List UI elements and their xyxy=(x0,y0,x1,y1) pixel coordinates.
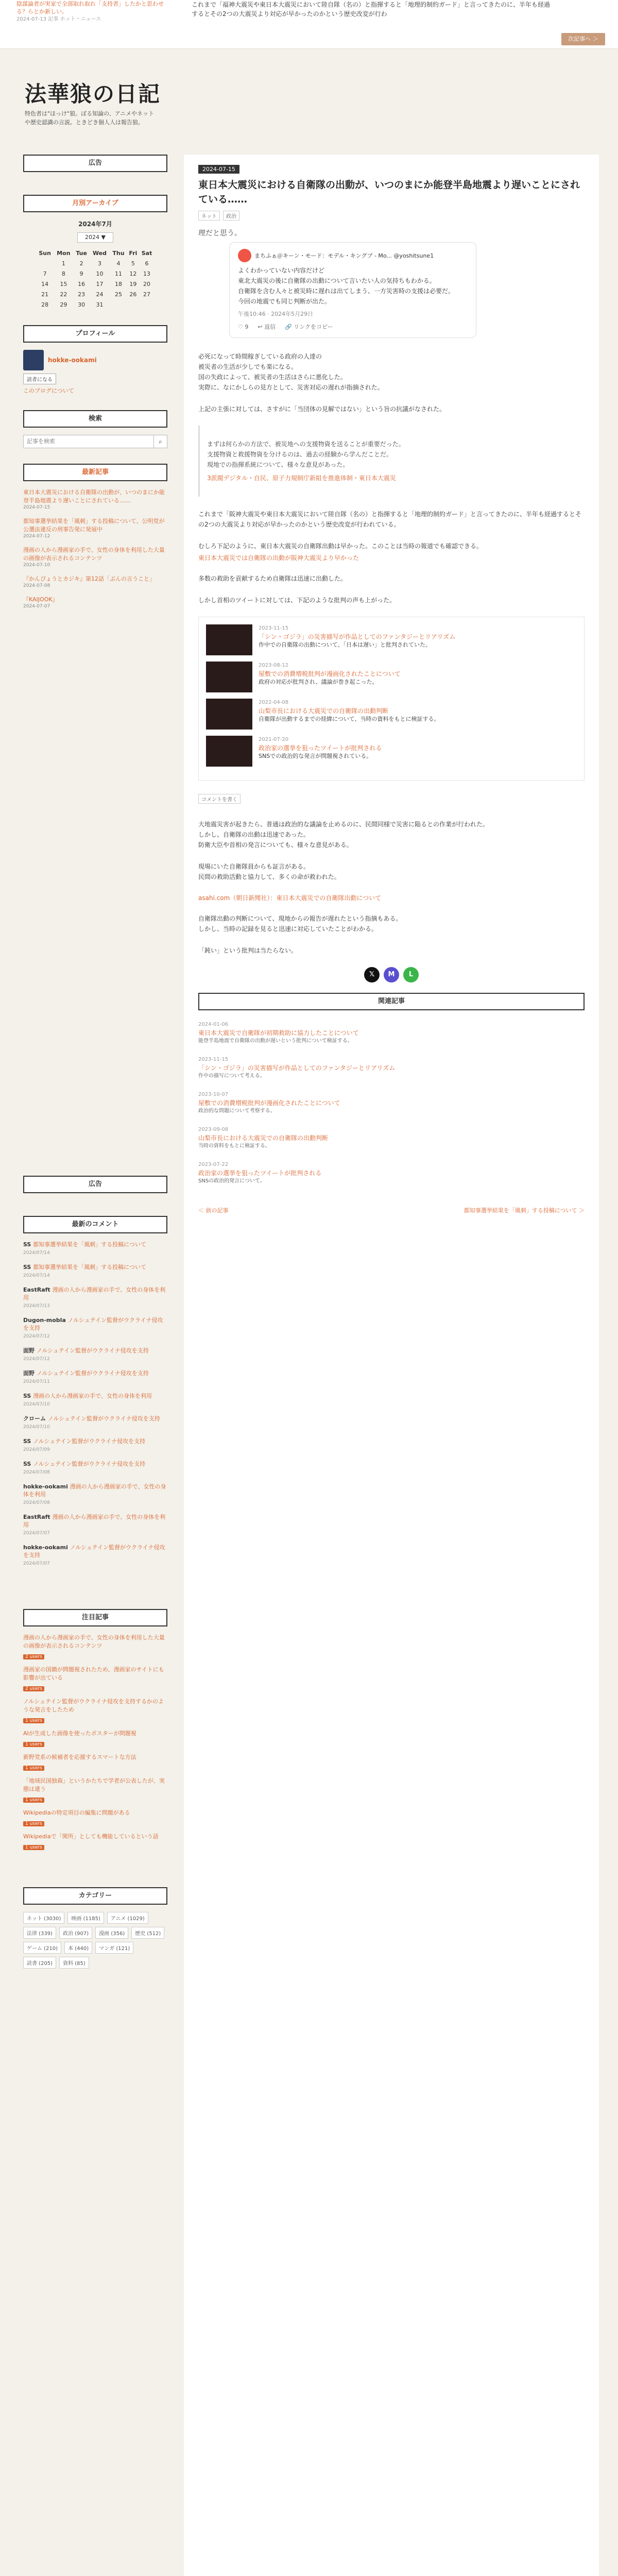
comment-item xyxy=(23,1316,167,1341)
share-mastodon-icon[interactable]: M xyxy=(384,967,399,982)
pager-next-link[interactable]: 都知事選挙結果を「風刺」する投稿について ＞ xyxy=(464,1207,585,1214)
calendar-day[interactable]: 17 xyxy=(96,280,104,287)
comment-item xyxy=(23,1415,167,1431)
related-title-link[interactable]: 東日本大震災で自衛隊が初期救助に協力したことについて xyxy=(198,1029,359,1037)
card-title[interactable]: 屋敷での消費増税批判が漫画化されたことについて xyxy=(259,670,401,677)
calendar-weekday: Wed xyxy=(92,249,107,257)
related-item xyxy=(198,1056,585,1080)
calendar-week xyxy=(36,268,154,279)
tweet-action[interactable]: ♡ 9 xyxy=(238,324,249,330)
comment-post-link[interactable]: ノルシュテイン監督がウクライナ侵攻を支持 xyxy=(36,1347,149,1354)
attention-list xyxy=(23,1634,167,1856)
calendar-day[interactable]: 28 xyxy=(41,301,49,308)
ad-slot xyxy=(23,179,167,195)
quote-source-link[interactable]: 3派閥デジタル・自民、原子力規制庁新組を推進体制・東日本大震災 xyxy=(207,474,396,482)
article-tag[interactable]: ネット xyxy=(198,211,220,221)
pager-prev-link[interactable]: ＜ 前の記事 xyxy=(198,1207,229,1214)
bookmark-count-badge[interactable]: 1 users xyxy=(23,1798,44,1803)
comment-date: 2024/07/09 xyxy=(23,1447,50,1452)
attention-post-link[interactable]: ノルシュテイン監督がウクライナ侵攻を支持するかのような発言をしたため xyxy=(23,1698,164,1713)
calendar-day[interactable]: 11 xyxy=(114,270,122,277)
category-link[interactable]: ゲーム (210) xyxy=(23,1942,61,1954)
comments-list xyxy=(23,1241,167,1568)
calendar-day xyxy=(110,299,127,310)
comment-item xyxy=(23,1460,167,1477)
attention-post-link[interactable]: 漫画の人から漫画家の手で、女性の身体を利用した大量の画像が表示されるコンテンツ xyxy=(23,1634,165,1649)
next-post-button[interactable]: 次記事へ ＞ xyxy=(561,33,605,45)
comment-item xyxy=(23,1392,167,1409)
card-excerpt: SNSでの政治的な発言が問題視されている。 xyxy=(259,753,372,759)
attention-post-link[interactable]: AIが生成した画像を使ったポスターが問題視 xyxy=(23,1730,136,1737)
card-thumbnail[interactable] xyxy=(206,662,252,692)
recent-post-link[interactable]: 東日本大震災における自衛隊の出動が、いつのまにか能登半島地震より遅いことにされている…… xyxy=(23,489,165,504)
comment-user[interactable]: SS xyxy=(23,1461,33,1467)
calendar-day[interactable]: 29 xyxy=(60,301,67,308)
paragraph: 自衛隊出動の判断について、現地からの報告が遅れたという指摘もある。 しかし、当時の記録を見ると迅速に対応していたことがわかる。 xyxy=(198,915,402,933)
calendar-day[interactable]: 26 xyxy=(129,291,137,298)
comment-date: 2024/07/11 xyxy=(23,1379,50,1384)
recent-post-link[interactable]: 都知事選挙結果を「風刺」する投稿について、公明党が公選法違反の刑事告発に発展中 xyxy=(23,518,165,533)
share-line-icon[interactable]: L xyxy=(403,967,419,982)
comment-user[interactable]: 面野 xyxy=(23,1370,37,1377)
comment-user[interactable]: SS xyxy=(23,1241,33,1248)
blockquote xyxy=(198,426,585,497)
embedded-tweet[interactable] xyxy=(229,242,476,338)
comment-post-link[interactable]: 都知事選挙結果を「風刺」する投稿について xyxy=(33,1264,146,1270)
card-text xyxy=(259,662,401,692)
category-link[interactable]: 読書 (205) xyxy=(23,1957,56,1969)
comment-item xyxy=(23,1286,167,1310)
calendar-day[interactable]: 10 xyxy=(96,270,104,277)
profile-name[interactable]: hokke-ookami xyxy=(48,357,97,364)
bookmark-count-badge[interactable]: 1 users xyxy=(23,1821,44,1826)
site-description: 特色者は"ほっけ"狼。ぼる知論の、アニメやネットや歴史認識の言説。ときどき個人人は報告狼。 xyxy=(25,110,154,126)
related-title-link[interactable]: 山梨市長における大震災での自衛隊の出動判断 xyxy=(198,1134,329,1142)
calendar-week xyxy=(36,279,154,289)
calendar-day xyxy=(127,299,139,310)
bookmark-count-badge[interactable]: 1 users xyxy=(23,1742,44,1747)
related-excerpt: 能登半島地震で自衛隊の出動が遅いという批判について検証する。 xyxy=(198,1038,353,1044)
calendar-day[interactable]: 13 xyxy=(143,270,151,277)
bookmark-count-badge[interactable]: 1 users xyxy=(23,1718,44,1723)
paragraph: 大地震災害が起きたら、普通は政治的な議論を止めるのに、民間同様で災害に陥るとの作業が行われた。 しかし、自衛隊の出動は迅速であった。 防衛大臣や首相の発言についても、様々な意見がある。 xyxy=(198,821,489,849)
recent-post-meta: 2024-07-15 xyxy=(23,505,50,510)
calendar-week xyxy=(36,299,154,310)
calendar-month-label: 2024年7月 xyxy=(78,221,112,228)
category-link[interactable]: マンガ (121) xyxy=(95,1942,133,1954)
profile xyxy=(23,350,167,370)
comment-item xyxy=(23,1263,167,1280)
calendar-day[interactable]: 27 xyxy=(143,291,151,298)
comment-user[interactable]: EastRaft xyxy=(23,1286,53,1293)
calendar-weekday: Sun xyxy=(39,249,51,257)
card-date: 2022-04-08 xyxy=(259,700,289,705)
related-item xyxy=(198,1091,585,1115)
calendar-day[interactable]: 22 xyxy=(60,291,67,298)
category-link[interactable]: アニメ (1029) xyxy=(107,1912,148,1924)
recent-post-link[interactable]: 『KAIJOOK』 xyxy=(23,596,58,603)
attention-post-link[interactable]: 漫画家の国籍が問題視されたため、漫画家のサイトにも影響が出ている xyxy=(23,1666,164,1681)
card-title[interactable]: 「シン・ゴジラ」の災害描写が作品としてのファンタジーとリアリズム xyxy=(259,633,456,640)
card-text xyxy=(259,736,382,767)
comment-date: 2024/07/14 xyxy=(23,1250,50,1256)
top-navigation-bar xyxy=(0,0,618,49)
tweet-time[interactable]: 午後10:46 · 2024年5月29日 xyxy=(238,311,314,317)
pager xyxy=(198,1206,585,1214)
calendar-day[interactable]: 4 xyxy=(116,260,121,267)
comment-post-link[interactable]: ノルシュテイン監督がウクライナ侵攻を支持 xyxy=(23,1317,163,1331)
related-date: 2023-07-22 xyxy=(198,1162,229,1167)
related-excerpt: 当時の資料をもとに検証する。 xyxy=(198,1143,270,1149)
comment-user[interactable]: SS xyxy=(23,1264,33,1270)
comment-post-link[interactable]: 都知事選挙結果を「風刺」する投稿について xyxy=(33,1241,146,1248)
category-widget-title: カテゴリー xyxy=(23,1887,167,1905)
related-date: 2024-01-06 xyxy=(198,1022,229,1027)
comment-date: 2024/07/13 xyxy=(23,1303,50,1309)
comment-date: 2024/07/07 xyxy=(23,1531,50,1536)
comment-item xyxy=(23,1483,167,1507)
related-excerpt: SNSの政治的発言について。 xyxy=(198,1178,265,1184)
comment-post-link[interactable]: 漫画の人から漫画家の手で、女性の身体を利用 xyxy=(23,1514,166,1528)
card-excerpt: 作中での自衛隊の出動について、「日本は遅い」と批判されていた。 xyxy=(259,641,432,648)
calendar-day xyxy=(36,258,54,268)
related-excerpt: 政治的な問題について考察する。 xyxy=(198,1108,276,1114)
calendar-day[interactable]: 3 xyxy=(98,260,101,267)
previous-post-teaser[interactable] xyxy=(16,0,171,23)
recent-posts-list xyxy=(23,488,167,609)
paragraph: しかし首相のツイートに対しては、下記のような批判の声も上がった。 xyxy=(198,597,396,604)
embedded-card[interactable] xyxy=(206,662,577,692)
tweet-body: よくわかっていない内容だけど 東北大震災の後に自衛隊の出動について言いたい人の気持ちもわかる。 自衛隊を含む人々と被災時に遅れは出てしまう、一方災害時の支援は必要だ。 今回の地震でも同じ判断が出た。 xyxy=(238,267,455,305)
calendar-day[interactable]: 18 xyxy=(114,280,122,287)
card-excerpt: 自衛隊が出動するまでの経緯について、当時の資料をもとに検証する。 xyxy=(259,716,440,722)
comment-item xyxy=(23,1347,167,1363)
paragraph: 「鈍い」という批判は当たらない。 xyxy=(198,947,298,954)
comment-user[interactable]: SS xyxy=(23,1438,33,1445)
comment-date: 2024/07/12 xyxy=(23,1334,50,1339)
calendar-day[interactable]: 8 xyxy=(61,270,65,277)
related-list xyxy=(198,1021,585,1185)
related-item xyxy=(198,1126,585,1150)
calendar-weekday: Mon xyxy=(57,249,71,257)
search-input[interactable] xyxy=(23,435,154,448)
calendar-day[interactable]: 12 xyxy=(129,270,137,277)
category-link[interactable]: 映画 (1185) xyxy=(67,1912,104,1924)
tweet-account[interactable]: まちふぁ＠キーン・モード：モデル・キングブ - Mo... @yoshitsune1 xyxy=(254,252,434,259)
search-form xyxy=(23,435,167,448)
category-link[interactable]: 漫画 (356) xyxy=(95,1927,128,1939)
embedded-card[interactable] xyxy=(206,624,577,655)
profile-widget-title: プロフィール xyxy=(23,325,167,343)
category-list xyxy=(23,1912,167,1969)
attention-post-link[interactable]: 新野党系の候補者を応援するスマートな方法 xyxy=(23,1754,136,1760)
paragraph: 上記の主張に対しては、さすがに「当団体の見解ではない」という旨の抗議がなされた。 xyxy=(198,405,446,413)
embedded-card[interactable] xyxy=(206,699,577,730)
related-title-link[interactable]: 政治家の選挙を狙ったツイートが批判される xyxy=(198,1170,322,1177)
site-title[interactable]: 法華狼の日記 xyxy=(25,81,161,107)
paragraph: 多数の救助を貢献するため自衛隊は迅速に出動した。 xyxy=(198,575,347,582)
calendar-day[interactable]: 31 xyxy=(96,301,104,308)
article-tag[interactable]: 政治 xyxy=(223,211,239,221)
card-date: 2023-08-12 xyxy=(259,663,289,668)
related-title: 関連記事 xyxy=(198,993,585,1010)
calendar-day[interactable]: 14 xyxy=(41,280,49,287)
search-icon[interactable]: ⌕ xyxy=(154,435,167,448)
article-date[interactable]: 2024-07-15 xyxy=(198,165,239,174)
card-text xyxy=(259,624,455,655)
comment-post-link[interactable]: ノルシュテイン監督がウクライナ侵攻を支持 xyxy=(47,1415,160,1422)
calendar-week xyxy=(36,258,154,268)
attention-widget-title: 注目記事 xyxy=(23,1609,167,1626)
card-date: 2021-07-20 xyxy=(259,737,289,742)
previous-post-title[interactable]: 陰謀論者が実家で全部取れ取れ「支持者」したかと思わせる？らとか新しい。 xyxy=(16,1,164,15)
calendar-day[interactable]: 1 xyxy=(61,260,65,267)
card-thumbnail[interactable] xyxy=(206,699,252,730)
comment-post-link[interactable]: 漫画の人から漫画家の手で、女性の身体を利用 xyxy=(33,1393,152,1399)
calendar-week xyxy=(36,289,154,299)
tweet-actions xyxy=(238,323,468,331)
paragraph: 現場にいた自衛隊員からも証言がある。 民間の救助活動と協力して、多くの命が救われた。 xyxy=(198,863,340,880)
related-item xyxy=(198,1161,585,1185)
category-link[interactable]: 歴史 (512) xyxy=(131,1927,164,1939)
recent-post-meta: 2024-07-10 xyxy=(23,563,50,568)
comment-post-link[interactable]: ノルシュテイン監督がウクライナ侵攻を支持 xyxy=(23,1544,165,1558)
card-thumbnail[interactable] xyxy=(206,624,252,655)
comment-item xyxy=(23,1437,167,1454)
comment-post-link[interactable]: ノルシュテイン監督がウクライナ侵攻を支持 xyxy=(36,1370,149,1377)
comment-date: 2024/07/10 xyxy=(23,1402,50,1407)
card-text xyxy=(259,699,440,730)
embedded-card[interactable] xyxy=(206,736,577,767)
calendar-day[interactable]: 7 xyxy=(43,270,47,277)
comment-item xyxy=(23,1369,167,1386)
related-date: 2023-09-08 xyxy=(198,1127,229,1132)
card-title[interactable]: 政治家の選挙を狙ったツイートが批判される xyxy=(259,744,382,752)
comment-user[interactable]: SS xyxy=(23,1393,33,1399)
card-thumbnail[interactable] xyxy=(206,736,252,767)
comments-widget-title: 最新のコメント xyxy=(23,1216,167,1233)
calendar-day[interactable]: 25 xyxy=(114,291,122,298)
avatar[interactable] xyxy=(23,350,44,370)
attention-post-link[interactable]: Wikipediaの特定項目の編集に問題がある xyxy=(23,1809,130,1816)
related-date: 2023-11-15 xyxy=(198,1057,229,1062)
calendar-day[interactable]: 2 xyxy=(79,260,83,267)
quote-text: まずは何らかの方法で、被災地への支援物資を送ることが重要だった。 支援物資と救援物資を分けるのは、過去の経験から学んだことだ。 現地での指揮系統について、様々な意見があった。 xyxy=(207,440,405,468)
calendar-day[interactable]: 24 xyxy=(96,291,104,298)
comment-item xyxy=(23,1544,167,1568)
comment-user[interactable]: 面野 xyxy=(23,1347,37,1354)
related-date: 2023-10-07 xyxy=(198,1092,229,1097)
recent-post-meta: 2024-07-07 xyxy=(23,604,50,609)
article-tags xyxy=(198,211,585,221)
reference-link[interactable]: 東日本大震災では自衛隊の出動が阪神大震災より早かった xyxy=(198,554,359,562)
card-excerpt: 政府の対応が批判され、議論が巻き起こった。 xyxy=(259,679,378,685)
search-widget-title: 検索 xyxy=(23,410,167,428)
comment-date: 2024/07/12 xyxy=(23,1357,50,1362)
related-item xyxy=(198,1021,585,1045)
recent-post-link[interactable]: 漫画の人から漫画家の手で、女性の身体を利用した大量の画像が表示されるコンテンツ xyxy=(23,547,165,562)
related-title-link[interactable]: 屋敷での消費増税批判が漫画化されたことについて xyxy=(198,1099,340,1107)
comment-item xyxy=(23,1513,167,1537)
recent-post-meta: 2024-07-08 xyxy=(23,583,50,588)
ad-slot-2 xyxy=(23,1200,167,1216)
bookmark-count-badge[interactable]: 2 users xyxy=(23,1686,44,1691)
calendar-year-select[interactable]: 2024 ▼ xyxy=(77,232,113,243)
comment-post-link[interactable]: ノルシュテイン監督がウクライナ侵攻を支持 xyxy=(33,1461,146,1467)
attention-post-link[interactable]: 「地域民国独裁」というかたちで学者が公表したが、実態は違う xyxy=(23,1777,165,1792)
related-excerpt: 作中の描写について考える。 xyxy=(198,1073,265,1079)
bookmark-count-badge[interactable]: 1 users xyxy=(23,1766,44,1771)
comment-post-link[interactable]: 漫画の人から漫画家の手で、女性の身体を利用 xyxy=(23,1286,166,1301)
category-link[interactable]: 政治 (907) xyxy=(59,1927,92,1939)
about-blog-link[interactable]: このブログについて xyxy=(23,387,74,394)
subscribe-button[interactable]: 読者になる xyxy=(23,374,56,384)
comment-date: 2024/07/08 xyxy=(23,1470,50,1475)
article-title[interactable]: 東日本大震災における自衛隊の出動が、いつのまにか能登半島地震より遅いことにされている…… xyxy=(198,179,580,205)
recent-post-meta: 2024-07-12 xyxy=(23,534,50,539)
category-link[interactable]: 本 (440) xyxy=(64,1942,92,1954)
calendar-day[interactable]: 20 xyxy=(143,280,151,287)
calendar-weekday: Fri xyxy=(129,249,138,257)
comment-link[interactable]: コメントを書く xyxy=(198,794,241,804)
paragraph: 必死になって時間稼ぎしている政府の人達の 被災者の生活が少しでも楽になる。 国の失政によって、被災者の生活はさらに悪化した。 実際に、なにかしらの見方として、災害対応の遅れが指摘された。 xyxy=(198,353,384,391)
tweet-action[interactable]: 🔗 リンクをコピー xyxy=(285,324,333,330)
calendar-day[interactable]: 6 xyxy=(145,260,149,267)
ad-widget-title-2: 広告 xyxy=(23,1176,167,1193)
recent-posts-title: 最新記事 xyxy=(23,464,167,481)
tweet-avatar-icon xyxy=(238,249,251,262)
category-link[interactable]: 資料 (85) xyxy=(59,1957,89,1969)
bookmark-count-badge[interactable]: 1 users xyxy=(23,1845,44,1850)
recent-post-link[interactable]: 『かんぴょうとカジキ』第12話「ぶんの言うこと」 xyxy=(23,575,155,582)
comment-post-link[interactable]: ノルシュテイン監督がウクライナ侵攻を支持 xyxy=(33,1438,146,1445)
comment-date: 2024/07/07 xyxy=(23,1561,50,1566)
calendar-day[interactable]: 23 xyxy=(78,291,85,298)
ad-widget-title: 広告 xyxy=(23,155,167,172)
comment-user[interactable]: クローム xyxy=(23,1415,48,1422)
comment-user[interactable]: Dugon-mobla xyxy=(23,1317,68,1324)
category-link[interactable]: 法律 (339) xyxy=(23,1927,56,1939)
comment-user[interactable]: hokke-ookami xyxy=(23,1544,70,1551)
category-link[interactable]: ネット (3030) xyxy=(23,1912,64,1924)
article xyxy=(184,155,599,2576)
sidebar xyxy=(23,155,167,1969)
calendar-day xyxy=(139,299,154,310)
calendar-day[interactable]: 30 xyxy=(78,301,85,308)
calendar xyxy=(36,248,154,310)
share-x-icon[interactable]: 𝕏 xyxy=(364,967,380,982)
calendar-weekday: Tue xyxy=(76,249,87,257)
paragraph: これまで「阪神大震災や東日本大震災において陸自隊（名の）と指揮すると「地理的制約ガード」と言ってきたのに、半年も経過するとその2つの大震災より対応が早かったのかという歴史改変が行われている。 xyxy=(198,511,582,528)
reference-link[interactable]: asahi.com（朝日新聞社）：東日本大震災での自衛隊出動について xyxy=(198,894,382,902)
archive-widget-title: 月別アーカイブ xyxy=(23,195,167,212)
calendar-weekday: Sat xyxy=(141,249,152,257)
tweet-action[interactable]: ↩ 返信 xyxy=(258,324,276,330)
comment-date: 2024/07/14 xyxy=(23,1273,50,1278)
attention-post-link[interactable]: Wikipediaで「関所」としても機能しているという話 xyxy=(23,1833,159,1840)
card-date: 2023-11-15 xyxy=(259,625,289,631)
comment-user[interactable]: EastRaft xyxy=(23,1514,53,1520)
calendar-day[interactable]: 9 xyxy=(79,270,83,277)
paragraph: むしろ下記のように、東日本大震災の自衛隊出動は早かった。このことは当時の報道でも確認できる。 xyxy=(198,543,483,550)
calendar-day[interactable]: 15 xyxy=(60,280,67,287)
bookmark-count-badge[interactable]: 2 users xyxy=(23,1654,44,1659)
comment-item xyxy=(23,1241,167,1257)
calendar-day[interactable]: 5 xyxy=(131,260,135,267)
calendar-day[interactable]: 21 xyxy=(41,291,49,298)
comment-date: 2024/07/08 xyxy=(23,1500,50,1505)
calendar-weekday: Thu xyxy=(112,249,125,257)
previous-post-meta: 2024-07-13 記事 ホット・ニュース xyxy=(16,16,101,22)
embedded-cards xyxy=(198,617,585,781)
calendar-day[interactable]: 16 xyxy=(78,280,85,287)
share-buttons xyxy=(198,967,585,982)
article-intro: 理だと思う。 xyxy=(198,229,242,238)
next-post-excerpt[interactable]: これまで「福神大震災や東日本大震災において陸自隊（名の）と指揮すると「地理的制約ガード」と言ってきたのに、半年も経過するとその2つの大震災より対応が早かったのかという歴史改変が行わ xyxy=(192,1,551,18)
related-title-link[interactable]: 「シン・ゴジラ」の災害描写が作品としてのファンタジーとリアリズム xyxy=(198,1064,396,1072)
comment-user[interactable]: hokke-ookami xyxy=(23,1483,70,1490)
comment-date: 2024/07/10 xyxy=(23,1425,50,1430)
card-title[interactable]: 山梨市長における大震災での自衛隊の出動判断 xyxy=(259,707,389,715)
comment-post-link[interactable]: 漫画の人から漫画家の手で、女性の身体を利用 xyxy=(23,1483,166,1498)
calendar-day[interactable]: 19 xyxy=(129,280,137,287)
